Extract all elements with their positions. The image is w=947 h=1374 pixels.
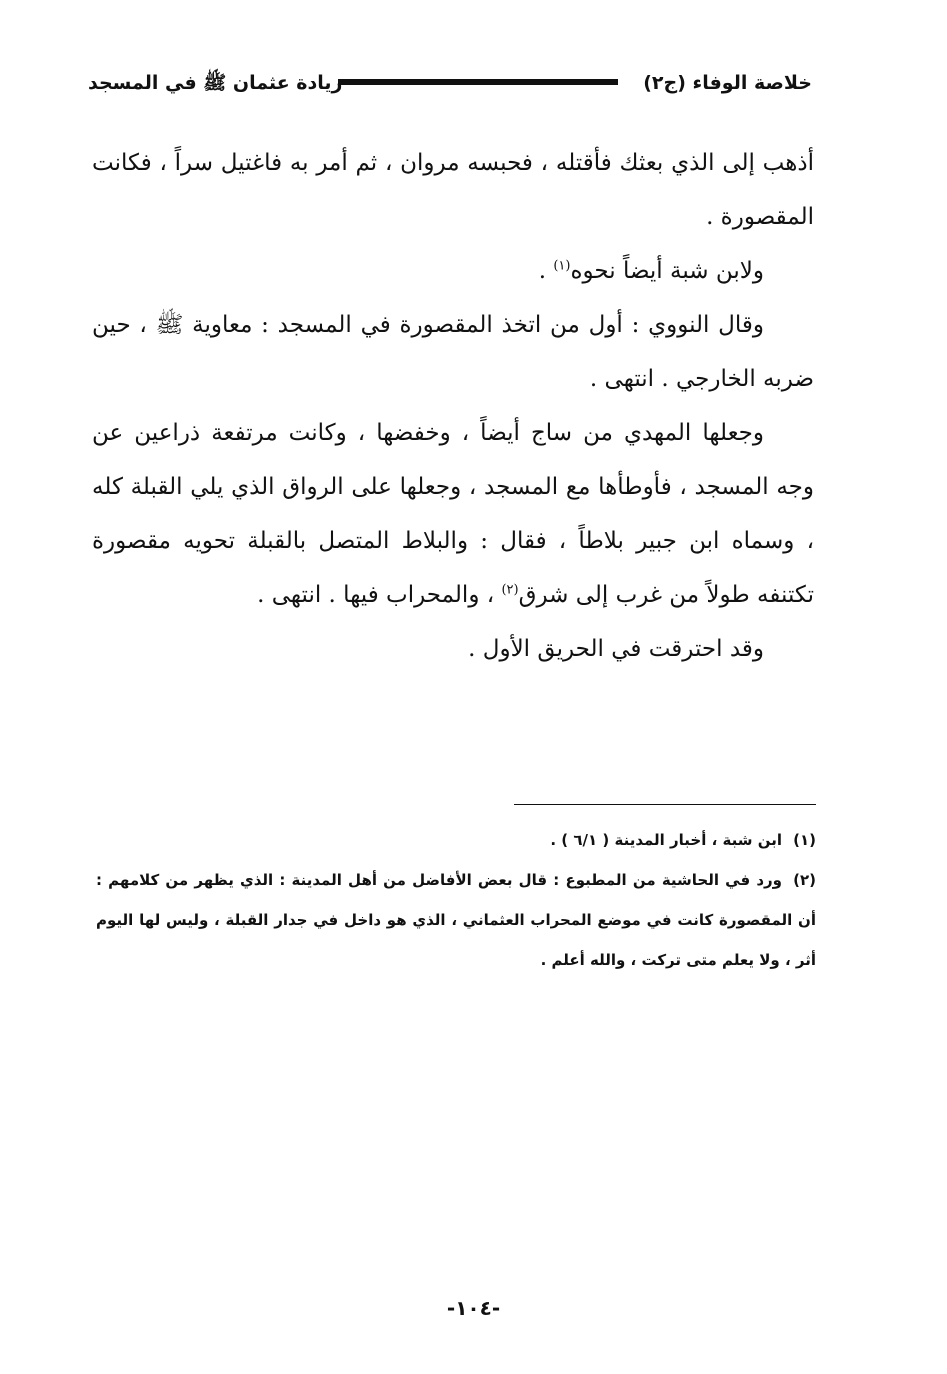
footnote-2-text: ورد في الحاشية من المطبوع : قال بعض الأفاضل من أهل المدينة : الذي يظهر من كلامهم : أن المقصورة كانت في موضع المحراب العثماني ، الذي هو داخل في جدار القبلة ، وليس لها اليوم أثر ، ولا يعلم متى تركت ، والله أعلم .	[96, 871, 816, 969]
paragraph-4	[92, 406, 814, 622]
footnote-2	[96, 860, 816, 980]
main-text	[92, 136, 814, 676]
paragraph-3: وقال النووي : أول من اتخذ المقصورة في المسجد : معاوية ﷺ ، حين ضربه الخارجي . انتهى .	[92, 312, 814, 392]
footnote-2-number: (٢)	[793, 871, 816, 889]
footnote-1-number: (١)	[793, 831, 816, 849]
paragraph-4-text: وجعلها المهدي من ساج أيضاً ، وخفضها ، وكانت مرتفعة ذراعين عن وجه المسجد ، فأوطأها مع المسجد ، وجعلها على الرواق الذي يلي القبلة كله ، وسماه ابن جبير بلاطاً ، فقال : والبلاط المتصل بالقبلة تحويه مقصورة تكتنفه طولاً من غرب إلى شرق	[92, 420, 814, 608]
paragraph-5: وقد احترقت في الحريق الأول .	[468, 636, 764, 662]
paragraph-1: أذهب إلى الذي بعثك فأقتله ، فحبسه مروان ، ثم أمر به فاغتيل سراً ، فكانت المقصورة .	[92, 150, 814, 230]
book-title: خلاصة الوفاء (ج٢)	[643, 72, 812, 94]
footnote-separator	[514, 804, 816, 805]
footnote-1-text: ابن شبة ، أخبار المدينة ( ٦/١ ) .	[550, 831, 782, 849]
footnote-1	[470, 820, 816, 860]
chapter-title: زيادة عثمان ﷺ في المسجد	[88, 72, 343, 94]
running-header	[88, 68, 812, 102]
paragraph-4-end: ، والمحراب فيها . انتهى .	[257, 582, 502, 608]
paragraph-2-end: .	[538, 258, 554, 284]
page-number: -١٠٤-	[446, 1296, 501, 1320]
header-rule	[338, 79, 618, 85]
footnote-ref-1[interactable]: (١)	[553, 258, 571, 274]
paragraph-2	[92, 244, 814, 298]
footnote-ref-2[interactable]: (٢)	[501, 582, 519, 598]
paragraph-2-text: ولابن شبة أيضاً نحوه	[570, 258, 764, 284]
